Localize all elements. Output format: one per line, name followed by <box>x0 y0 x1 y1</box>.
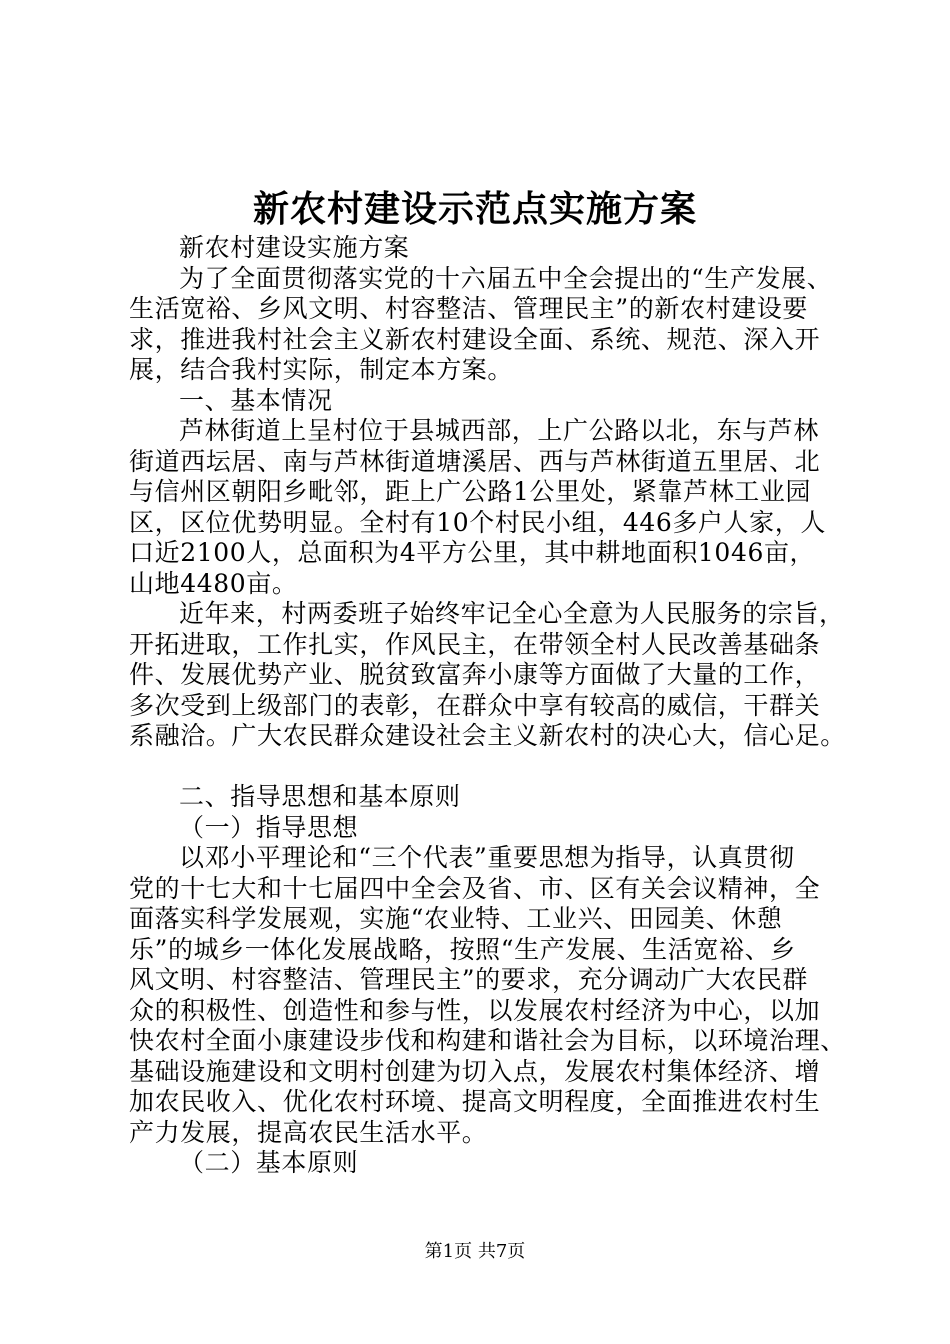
body-text-line: 为了全面贯彻落实党的十六届五中全会提出的“生产发展、 <box>179 263 833 293</box>
body-text-line: 山地4480亩。 <box>129 568 298 598</box>
body-text-line: 近年来，村两委班子始终牢记全心全意为人民服务的宗旨， <box>179 599 845 628</box>
body-text-line: 芦林街道上呈村位于县城西部，上广公路以北，东与芦林 <box>179 416 820 445</box>
body-text-line: 多次受到上级部门的表彰，在群众中享有较高的威信，干群关 <box>129 690 821 720</box>
document-title: 新农村建设示范点实施方案 <box>252 188 697 230</box>
body-text-line: 二、指导思想和基本原则 <box>179 782 461 811</box>
body-text-line: 以邓小平理论和“三个代表”重要思想为指导，认真贯彻 <box>179 843 795 872</box>
body-text-line: （二）基本原则 <box>179 1148 359 1177</box>
body-text-line: 风文明、村容整洁、管理民主”的要求，充分调动广大农民群 <box>129 965 808 994</box>
body-text-line: 面落实科学发展观，实施“农业特、工业兴、田园美、休憩 <box>129 904 783 933</box>
body-text-line: 展，结合我村实际，制定本方案。 <box>129 355 514 384</box>
body-text-line: 一、基本情况 <box>179 385 333 415</box>
body-text-line: 新农村建设实施方案 <box>179 233 410 262</box>
body-text-line: 生活宽裕、乡风文明、村容整洁、管理民主”的新农村建设要 <box>129 294 808 323</box>
body-text-line: 党的十七大和十七届四中全会及省、市、区有关会议精神，全 <box>129 873 821 903</box>
body-text-line: 与信州区朝阳乡毗邻，距上广公路1公里处，紧靠芦林工业园 <box>129 477 812 506</box>
body-text-line: 件、发展优势产业、脱贫致富奔小康等方面做了大量的工作， <box>129 660 821 689</box>
body-text-line: 口近2100人，总面积为4平方公里，其中耕地面积1046亩， <box>129 538 816 567</box>
blank-line <box>129 752 849 783</box>
body-text-line: 系融洽。广大农民群众建设社会主义新农村的决心大，信心足。 <box>129 721 846 750</box>
body-text-line: 加农民收入、优化农村环境、提高文明程度，全面推进农村生 <box>129 1087 821 1116</box>
body-text-line: 街道西坛居、南与芦林街道塘溪居、西与芦林街道五里居、北 <box>129 446 821 476</box>
body-text-line: 区，区位优势明显。全村有10个村民小组，446多户人家，人 <box>129 507 826 537</box>
body-text-line: （一）指导思想 <box>179 812 359 842</box>
body-text-line: 乐”的城乡一体化发展战略，按照“生产发展、生活宽裕、乡 <box>129 934 796 964</box>
body-text-line: 众的积极性、创造性和参与性，以发展农村经济为中心，以加 <box>129 995 821 1025</box>
document-body <box>129 233 849 1179</box>
body-text-line: 求，推进我村社会主义新农村建设全面、系统、规范、深入开 <box>129 324 821 354</box>
body-text-line: 基础设施建设和文明村创建为切入点，发展农村集体经济、增 <box>129 1056 821 1086</box>
body-text-line: 开拓进取，工作扎实，作风民主，在带领全村人民改善基础条 <box>129 629 821 659</box>
body-text-line: 快农村全面小康建设步伐和构建和谐社会为目标，以环境治理、 <box>129 1026 846 1055</box>
body-text-line: 产力发展，提高农民生活水平。 <box>129 1117 488 1147</box>
page-number-footer: 第1页 共7页 <box>424 1241 526 1262</box>
